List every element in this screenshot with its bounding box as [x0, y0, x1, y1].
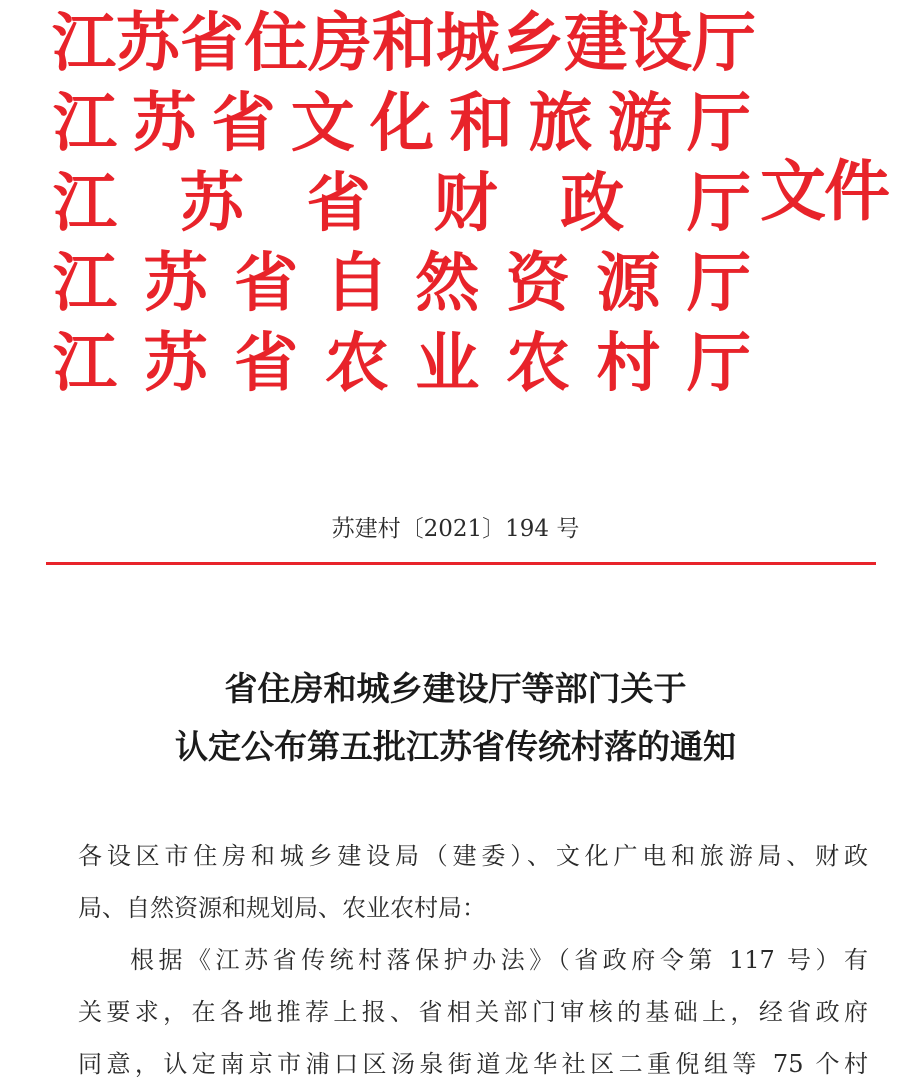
department-char: 苏 [143, 246, 208, 321]
department-char: 化 [370, 86, 434, 161]
department-char: 然 [415, 246, 480, 321]
department-char: 资 [505, 246, 570, 321]
department-char: 建 [564, 6, 628, 81]
title-line-2: 认定公布第五批江苏省传统村落的通知 [175, 727, 736, 766]
department-line-2 [52, 84, 752, 164]
department-char: 乡 [500, 6, 564, 81]
body-line: 同意，认定南京市浦口区汤泉街道龙华社区二重倪组等 75 个村 [78, 1050, 868, 1078]
document-suffix: 文件 [760, 152, 888, 230]
department-char: 省 [211, 86, 276, 161]
department-char: 和 [449, 86, 514, 161]
body-line: 各设区市住房和城乡建设局（建委）、文化广电和旅游局、财政 [78, 842, 868, 870]
department-char: 苏 [179, 166, 244, 241]
title-line-1: 省住房和城乡建设厅等部门关于 [224, 669, 687, 708]
department-char: 旅 [528, 86, 593, 161]
department-char: 村 [596, 326, 661, 401]
department-char: 江 [53, 166, 117, 241]
department-char: 城 [436, 6, 500, 81]
issuing-departments [52, 4, 756, 404]
department-char: 住 [244, 6, 308, 81]
department-char: 厅 [692, 6, 756, 81]
department-char: 文 [290, 86, 355, 161]
department-char: 农 [505, 326, 570, 401]
department-char: 设 [628, 6, 692, 81]
department-line-5 [52, 324, 752, 404]
department-char: 政 [560, 166, 625, 241]
department-char: 房 [308, 6, 372, 81]
department-char: 自 [324, 246, 389, 321]
body-line: 根据《江苏省传统村落保护办法》（省政府令第 117 号）有 [130, 946, 868, 974]
department-char: 省 [234, 246, 299, 321]
department-char: 省 [180, 6, 244, 81]
body-line: 关要求，在各地推荐上报、省相关部门审核的基础上，经省政府 [78, 998, 868, 1026]
department-char: 省 [306, 166, 371, 241]
body-line: 局、自然资源和规划局、农业农村局： [78, 894, 486, 922]
department-char: 江 [53, 246, 117, 321]
red-divider [46, 562, 876, 565]
department-char: 农 [324, 326, 389, 401]
department-char: 苏 [132, 86, 197, 161]
department-char: 游 [607, 86, 672, 161]
department-line-3 [52, 164, 752, 244]
department-char: 省 [234, 326, 299, 401]
department-char: 和 [372, 6, 436, 81]
department-char: 厅 [686, 326, 751, 401]
department-char: 厅 [686, 246, 751, 321]
department-char: 财 [433, 166, 498, 241]
department-char: 业 [415, 326, 480, 401]
department-line-1 [52, 4, 756, 84]
department-char: 苏 [143, 326, 208, 401]
department-line-4 [52, 244, 752, 324]
department-char: 厅 [687, 86, 751, 161]
department-char: 厅 [686, 166, 751, 241]
document-title [0, 660, 911, 776]
document-body [78, 830, 868, 1090]
department-char: 苏 [116, 6, 180, 81]
document-number: 苏建村〔2021〕194 号 [331, 516, 580, 542]
department-char: 江 [53, 326, 117, 401]
department-char: 源 [596, 246, 661, 321]
department-char: 江 [53, 86, 117, 161]
department-char: 江 [52, 6, 116, 81]
